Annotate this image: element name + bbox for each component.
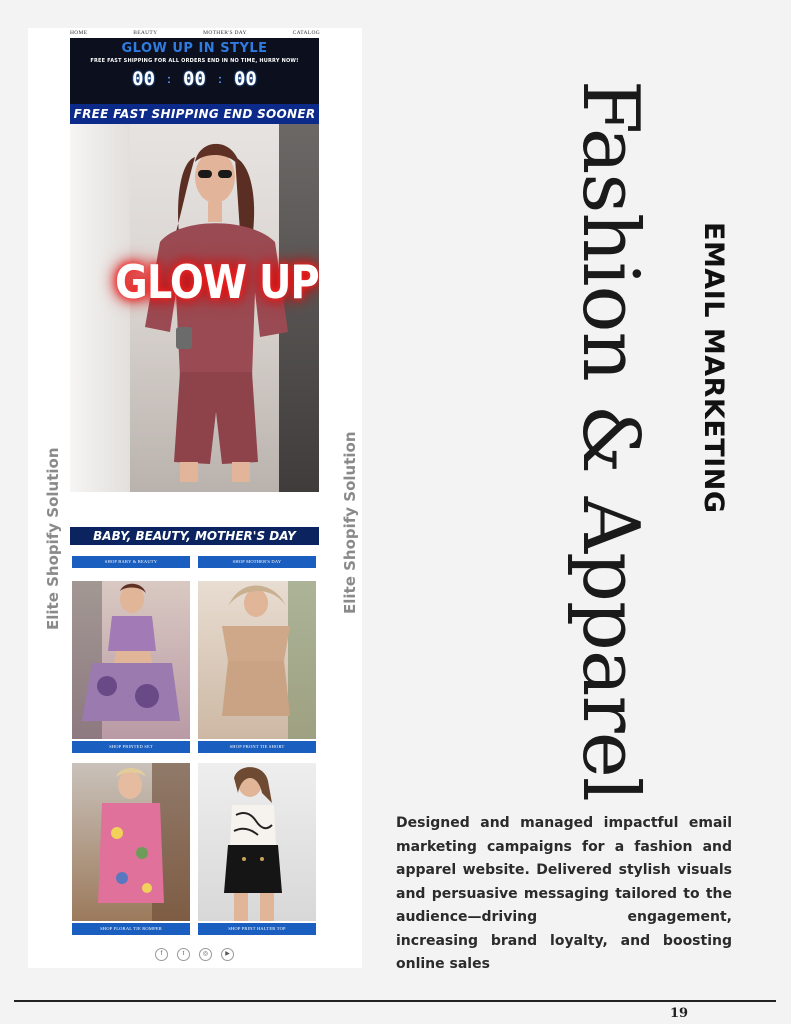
- shop-printed-set-button[interactable]: SHOP PRINTED SET: [72, 741, 190, 753]
- section-eyebrow: EMAIL MARKETING: [698, 222, 729, 514]
- section-banner: BABY, BEAUTY, MOTHER'S DAY: [70, 527, 319, 545]
- product-image-print-halter-top[interactable]: [198, 763, 316, 921]
- countdown-separator: :: [217, 72, 222, 86]
- shop-front-tie-short-button[interactable]: SHOP FRONT TIE SHORT: [198, 741, 316, 753]
- banner-title: GLOW UP IN STYLE: [121, 41, 268, 56]
- twitter-icon[interactable]: t: [177, 948, 190, 961]
- nav-item-beauty[interactable]: BEAUTY: [133, 30, 158, 36]
- product-figure: [72, 581, 190, 739]
- shop-baby-beauty-button[interactable]: SHOP BABY & BEAUTY: [72, 556, 190, 568]
- countdown-seconds: 00: [233, 68, 257, 90]
- page-title-container: [555, 80, 660, 801]
- product-figure: [72, 763, 190, 921]
- countdown-banner: [70, 38, 319, 106]
- product-image-floral-romper[interactable]: [72, 763, 190, 921]
- product-figure: [198, 581, 316, 739]
- facebook-icon[interactable]: f: [155, 948, 168, 961]
- shipping-strip: FREE FAST SHIPPING END SOONER: [70, 104, 319, 124]
- watermark-right: Elite Shopify Solution: [341, 431, 359, 614]
- page-title: Fashion & Apparel: [565, 80, 655, 801]
- countdown-minutes: 00: [183, 68, 206, 90]
- shop-floral-romper-button[interactable]: SHOP FLORAL TIE ROMPER: [72, 923, 190, 935]
- shop-mothers-day-button[interactable]: SHOP MOTHER'S DAY: [198, 556, 316, 568]
- email-nav: [70, 28, 320, 38]
- product-image-printed-set[interactable]: [72, 581, 190, 739]
- description-text: Designed and managed impactful email marketing campaigns for a fashion and apparel website. Delivered stylish visuals and persuasive messaging tailored to the audience—driving engagement, increasing brand loyalty, and boosting online sales: [396, 815, 732, 972]
- nav-item-home[interactable]: HOME: [70, 30, 88, 36]
- section-eyebrow-container: [693, 222, 733, 592]
- product-image-front-tie-short[interactable]: [198, 581, 316, 739]
- youtube-icon[interactable]: ▶: [221, 948, 234, 961]
- page-number: 19: [670, 1006, 689, 1021]
- shop-print-halter-top-button[interactable]: SHOP PRINT HALTER TOP: [198, 923, 316, 935]
- glow-up-overlay: GLOW UP: [115, 256, 319, 310]
- countdown-separator: :: [167, 72, 172, 86]
- countdown-timer: [70, 68, 319, 90]
- product-figure: [198, 763, 316, 921]
- watermark-left: Elite Shopify Solution: [44, 447, 62, 630]
- nav-item-catalog[interactable]: CATALOG: [292, 30, 320, 36]
- hero-image[interactable]: [70, 124, 319, 492]
- instagram-icon[interactable]: ◎: [199, 948, 212, 961]
- footer-divider: [14, 1000, 776, 1002]
- banner-subtitle: FREE FAST SHIPPING FOR ALL ORDERS END IN NO TIME, HURRY NOW!: [90, 58, 299, 64]
- social-icons: [155, 948, 235, 961]
- nav-item-mothers-day[interactable]: MOTHER'S DAY: [203, 30, 247, 36]
- countdown-hours: 00: [132, 68, 156, 90]
